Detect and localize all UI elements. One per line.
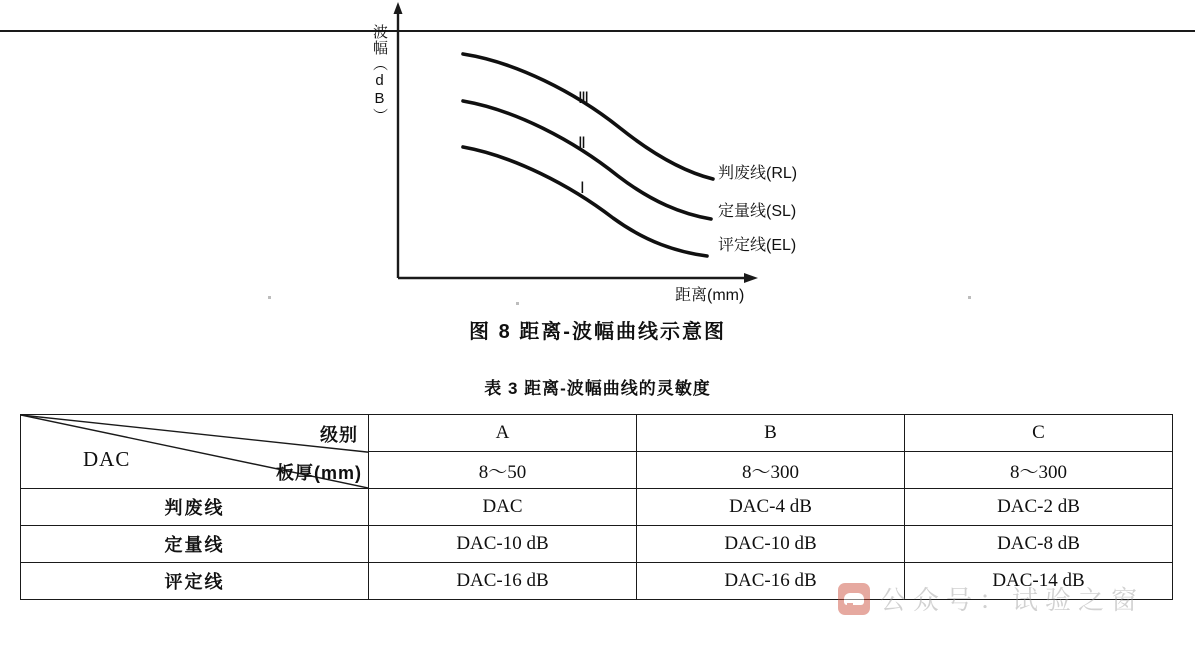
y-axis-label: 波幅（dB） xyxy=(371,24,388,124)
scan-speck xyxy=(516,302,519,305)
table-row xyxy=(21,526,1173,563)
column-header-c: C xyxy=(905,415,1173,452)
cell-quantitative-c: DAC-8 dB xyxy=(905,526,1173,563)
table-row-header xyxy=(21,415,1173,452)
cell-quantitative-a: DAC-10 dB xyxy=(369,526,637,563)
column-header-b: B xyxy=(637,415,905,452)
table-corner-cell xyxy=(21,415,369,489)
figure-svg xyxy=(330,0,890,310)
corner-thickness-label: 板厚(mm) xyxy=(276,463,362,483)
curve-label-2: Ⅱ xyxy=(578,135,586,152)
thickness-value-c: 8～300 xyxy=(905,452,1173,489)
sensitivity-table xyxy=(20,414,1173,600)
sensitivity-table-wrap xyxy=(20,414,1172,600)
table-row xyxy=(21,563,1173,600)
curve-label-1: Ⅰ xyxy=(580,180,585,197)
x-axis-label: 距离(mm) xyxy=(675,287,745,304)
thickness-value-b: 8～300 xyxy=(637,452,905,489)
cell-evaluation-a: DAC-16 dB xyxy=(369,563,637,600)
corner-dac-label: DAC xyxy=(83,447,131,471)
table-row xyxy=(21,489,1173,526)
curve-end-label-el: 评定线(EL) xyxy=(718,237,797,254)
cell-evaluation-b: DAC-16 dB xyxy=(637,563,905,600)
cell-rejection-c: DAC-2 dB xyxy=(905,489,1173,526)
cell-quantitative-b: DAC-10 dB xyxy=(637,526,905,563)
row-label-quantitative-line: 定量线 xyxy=(21,526,369,563)
row-label-evaluation-line: 评定线 xyxy=(21,563,369,600)
cell-evaluation-c: DAC-14 dB xyxy=(905,563,1173,600)
cell-rejection-a: DAC xyxy=(369,489,637,526)
figure-caption: 图 8 距离-波幅曲线示意图 xyxy=(469,321,726,343)
curve-end-label-sl: 定量线(SL) xyxy=(718,203,797,220)
cell-rejection-b: DAC-4 dB xyxy=(637,489,905,526)
scan-speck xyxy=(968,296,971,299)
corner-grade-label: 级别 xyxy=(320,425,358,445)
scan-speck xyxy=(268,296,271,299)
distance-amplitude-curve-figure xyxy=(330,0,890,310)
table-caption: 表 3 距离-波幅曲线的灵敏度 xyxy=(484,379,711,398)
column-header-a: A xyxy=(369,415,637,452)
curve-label-3: Ⅲ xyxy=(578,90,590,107)
curve-end-label-rl: 判废线(RL) xyxy=(718,165,798,182)
row-label-rejection-line: 判废线 xyxy=(21,489,369,526)
thickness-value-a: 8～50 xyxy=(369,452,637,489)
watermark-text: 公众号：试验之窗 xyxy=(880,585,1145,615)
